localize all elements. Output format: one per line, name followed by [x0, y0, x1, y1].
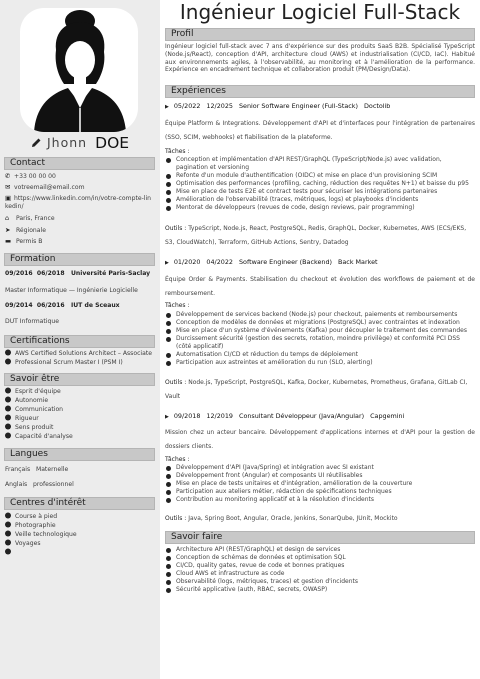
task-item: Participation aux astreintes et amélioration du run (SLO, alerting) [165, 359, 475, 367]
contact-city: ⌂ Paris, France [5, 214, 55, 222]
experience-item-3-header: ▶ 09/2018 12/2019 Consultant Développeur (Java/Angular) Capgemini [165, 412, 405, 420]
soft-skill-item: Autonomie [5, 397, 48, 405]
task-item: Refonte d'un module d'authentification (OIDC) et mise en place d'un provisioning SCIM [165, 172, 475, 180]
hard-skill-item: Cloud AWS et infrastructure as code [165, 570, 475, 578]
experience-item-1-description: Équipe Platform & Integrations. Développement d'API et d'interfaces pour l'intégration de partenaires (SSO, SCIM, webhooks) et fiabilisation de la plateforme. [165, 120, 475, 141]
task-item: Conception et implémentation d'API REST/GraphQL (TypeScript/Node.js) avec validation, pagination et versioning [165, 156, 475, 172]
sidebar [0, 0, 160, 679]
formation-item-2-degree: DUT Informatique [5, 318, 59, 325]
hard-skill-item: CI/CD, quality gates, revue de code et bonnes pratiques [165, 562, 475, 570]
experience-item-1-header: ▶ 05/2022 12/2025 Senior Software Engineer (Full-Stack) Doctolib [165, 102, 391, 110]
triangle-right-icon: ▶ [165, 260, 169, 266]
experience-item-3-tasks [165, 464, 475, 504]
language-item: Anglais professionnel [5, 481, 74, 488]
soft-skill-item: Rigueur [5, 415, 39, 423]
location-arrow-icon: ➤ [5, 226, 11, 234]
savoir-faire-list [165, 546, 475, 594]
task-item: Participation aux ateliers métier, rédaction de spécifications techniques [165, 488, 475, 496]
experience-item-2-tasks-label: Tâches : [165, 302, 190, 309]
experiences-heading: Expériences [165, 85, 475, 98]
task-item: Développement front (Angular) et composants UI réutilisables [165, 472, 475, 480]
contact-email[interactable]: ✉ votreemail@email.com [5, 183, 85, 191]
car-icon: ▬ [5, 237, 12, 245]
soft-skill-item: Capacité d'analyse [5, 433, 73, 441]
interest-item: Course à pied [5, 513, 57, 521]
profil-text: Ingénieur logiciel full-stack avec 7 ans d'expérience sur des produits SaaS B2B. Spécialisé TypeScript (Node.js/React), conception d'API, architecture cloud (AWS) et industrialisation (CI/CD, IaC). Habitué aux environnements agiles, à l'observabilité, au monitoring et à l'amélioration de la performance. Expérience en encadrement technique et collaboration produit (PM/Design/Data). [165, 43, 475, 74]
page-title: Ingénieur Logiciel Full-Stack [179, 0, 461, 24]
candidate-name [0, 132, 160, 152]
task-item: Automatisation CI/CD et réduction du temps de déploiement [165, 351, 475, 359]
phone-icon: ✆ [5, 172, 11, 180]
certifications-heading: Certifications [4, 335, 155, 348]
interest-item: Veille technologique [5, 531, 77, 539]
task-item: Contribution au monitoring applicatif et à la résolution d'incidents [165, 496, 475, 504]
formation-item-2-header: 09/2014 06/2016 IUT de Sceaux [5, 302, 120, 309]
experience-item-1-tasks [165, 156, 475, 212]
task-item: Mise en place d'un système d'événements (Kafka) pour découpler le traitement des commandes [165, 327, 475, 335]
first-name: Jhonn [46, 135, 88, 150]
contact-phone[interactable]: ✆ +33 00 00 00 [5, 172, 56, 180]
interest-item [5, 549, 15, 557]
formation-heading: Formation [4, 253, 155, 266]
hard-skill-item: Observabilité (logs, métriques, traces) et gestion d'incidents [165, 578, 475, 586]
triangle-right-icon: ▶ [165, 104, 169, 110]
interets-heading: Centres d'intérêt [4, 497, 155, 510]
experience-item-1-tools: Outils : TypeScript, Node.js, React, PostgreSQL, Redis, GraphQL, Docker, Kubernetes, AWS (ECS/EKS, S3, CloudWatch), Terraform, GitHub Actions, Sentry, Datadog [165, 225, 467, 246]
linkedin-icon: ▣ [5, 194, 12, 202]
pencil-icon[interactable] [31, 133, 42, 152]
task-item: Développement d'API (Java/Spring) et intégration avec SI existant [165, 464, 475, 472]
contact-linkedin-cont[interactable]: kedin/ [5, 203, 24, 210]
experience-item-1-tasks-label: Tâches : [165, 148, 190, 155]
person-silhouette-icon [20, 8, 138, 132]
contact-mobility: ➤ Régionale [5, 226, 46, 234]
last-name: DOE [95, 133, 130, 152]
certification-item: AWS Certified Solutions Architect – Associate [5, 350, 152, 358]
profil-heading: Profil [165, 28, 475, 41]
savoir-etre-heading: Savoir être [4, 373, 155, 386]
envelope-icon: ✉ [5, 183, 11, 191]
savoir-faire-heading: Savoir faire [165, 531, 475, 544]
certification-item: Professional Scrum Master I (PSM I) [5, 359, 123, 367]
contact-license: ▬ Permis B [5, 237, 43, 245]
langues-heading: Langues [4, 448, 155, 461]
hard-skill-item: Conception de schémas de données et optimisation SQL [165, 554, 475, 562]
profile-photo [20, 8, 138, 132]
contact-linkedin[interactable]: ▣ https://www.linkedin.com/in/votre-compte-lin [5, 194, 152, 202]
task-item: Mentorat de développeurs (revues de code, design reviews, pair programming) [165, 204, 475, 212]
task-item: Conception de modèles de données et migrations (PostgreSQL) avec contraintes et indexation [165, 319, 475, 327]
task-item: Mise en place de tests unitaires et d'intégration, amélioration de la couverture [165, 480, 475, 488]
experience-item-3-description: Mission chez un acteur bancaire. Développement d'applications internes et d'API pour la gestion de dossiers clients. [165, 429, 475, 450]
home-icon: ⌂ [5, 214, 10, 222]
task-item: Développement de services backend (Node.js) pour checkout, paiements et remboursements [165, 311, 475, 319]
hard-skill-item: Architecture API (REST/GraphQL) et design de services [165, 546, 475, 554]
hard-skill-item: Sécurité applicative (auth, RBAC, secrets, OWASP) [165, 586, 475, 594]
formation-item-1-degree: Master Informatique — Ingénierie Logicielle [5, 287, 138, 294]
language-item: Français Maternelle [5, 466, 69, 473]
task-item: Amélioration de l'observabilité (traces, métriques, logs) et playbooks d'incidents [165, 196, 475, 204]
contact-heading: Contact [4, 157, 155, 170]
experience-item-2-header: ▶ 01/2020 04/2022 Software Engineer (Backend) Back Market [165, 258, 378, 266]
experience-item-3-tasks-label: Tâches : [165, 456, 190, 463]
formation-item-1-header: 09/2016 06/2018 Université Paris-Saclay [5, 270, 151, 277]
experience-item-2-tools: Outils : Node.js, TypeScript, PostgreSQL, Kafka, Docker, Kubernetes, Prometheus, Grafana, GitLab CI, Vault [165, 379, 468, 400]
task-item: Durcissement sécurité (gestion des secrets, rotation, moindre privilège) et conformité PCI DSS (côté applicatif) [165, 335, 475, 351]
task-item: Optimisation des performances (profiling, caching, réduction des requêtes N+1) et baisse du p95 [165, 180, 475, 188]
soft-skill-item: Communication [5, 406, 63, 414]
soft-skill-item: Esprit d'équipe [5, 388, 61, 396]
soft-skill-item: Sens produit [5, 424, 53, 432]
experience-item-2-tasks [165, 311, 475, 367]
experience-item-2-description: Équipe Order & Payments. Stabilisation du checkout et évolution des workflows de paiement et de remboursement. [165, 276, 475, 297]
interest-item: Voyages [5, 540, 41, 548]
interest-item: Photographie [5, 522, 56, 530]
triangle-right-icon: ▶ [165, 414, 169, 420]
experience-item-3-tools: Outils : Java, Spring Boot, Angular, Oracle, Jenkins, SonarQube, JUnit, Mockito [165, 515, 398, 522]
task-item: Mise en place de tests E2E et contract tests pour sécuriser les intégrations partenaires [165, 188, 475, 196]
